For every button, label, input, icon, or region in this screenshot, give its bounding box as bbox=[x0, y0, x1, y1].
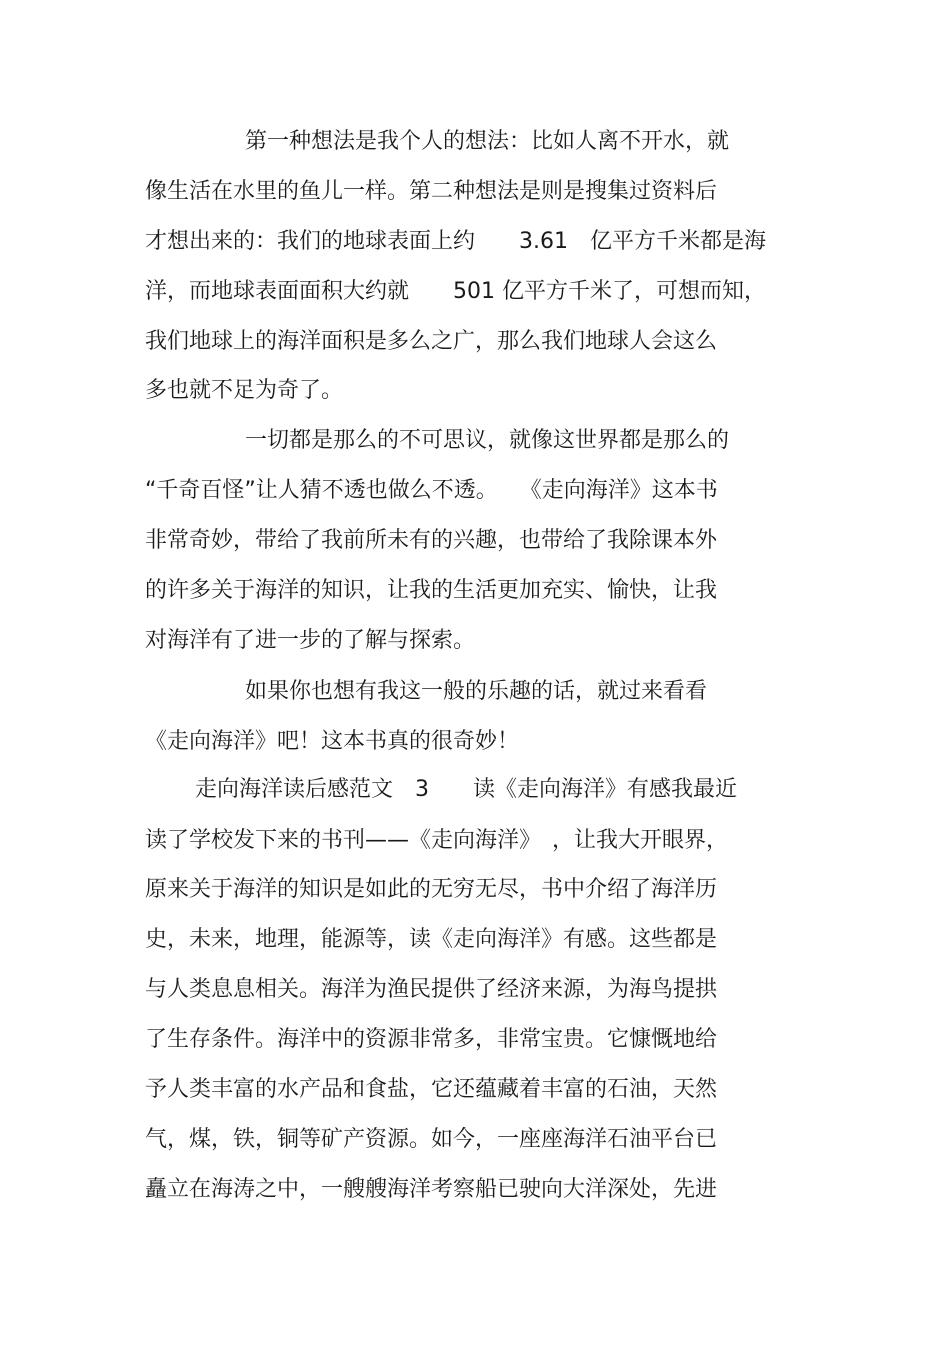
text-line: 史，未来，地理，能源等，读《走向海洋》有感。这些都是 bbox=[145, 927, 718, 952]
text-line: 《走向海洋》吧！这本书真的很奇妙！ bbox=[145, 729, 520, 754]
text-line: 气，煤，铁，铜等矿产资源。如今，一座座海洋石油平台已 bbox=[145, 1127, 718, 1152]
text-line: 的许多关于海洋的知识，让我的生活更加充实、愉快，让我 bbox=[145, 578, 718, 603]
text-line: 了生存条件。海洋中的资源非常多，非常宝贵。它慷慨地给 bbox=[145, 1027, 718, 1052]
text-line: 第一种想法是我个人的想法：比如人离不开水，就 bbox=[245, 129, 730, 154]
text-line: 如果你也想有我这一般的乐趣的话，就过来看看 bbox=[245, 679, 708, 704]
text-line: 原来关于海洋的知识是如此的无穷无尽，书中介绍了海洋历 bbox=[145, 877, 718, 902]
text-line: 与人类息息相关。海洋为渔民提供了经济来源，为海鸟提拱 bbox=[145, 977, 718, 1002]
text-line: 多也就不足为奇了。 bbox=[145, 378, 344, 403]
text-line: 予人类丰富的水产品和食盐，它还蕴藏着丰富的石油，天然 bbox=[145, 1077, 718, 1102]
text-line: 像生活在水里的鱼儿一样。第二种想法是则是搜集过资料后 bbox=[145, 179, 718, 204]
text-line: 矗立在海涛之中，一艘艘海洋考察船已驶向大洋深处，先进 bbox=[145, 1177, 718, 1202]
text-line: 读了学校发下来的书刊——《走向海洋》 ，让我大开眼界， bbox=[145, 828, 729, 853]
section-heading-line: 走向海洋读后感范文 3 读《走向海洋》有感我最近 bbox=[195, 777, 737, 802]
text-line: “千奇百怪”让人猜不透也做么不透。 《走向海洋》这本书 bbox=[145, 478, 718, 503]
text-line: 我们地球上的海洋面积是多么之广，那么我们地球人会这么 bbox=[145, 329, 718, 354]
text-line: 一切都是那么的不可思议，就像这世界都是那么的 bbox=[245, 428, 730, 453]
text-line: 才想出来的：我们的地球表面上约 3.61 亿平方千米都是海 bbox=[145, 229, 766, 254]
text-line: 非常奇妙，带给了我前所未有的兴趣，也带给了我除课本外 bbox=[145, 528, 718, 553]
text-line: 对海洋有了进一步的了解与探索。 bbox=[145, 628, 476, 653]
text-line: 洋，而地球表面面积大约就 501 亿平方千米了，可想而知， bbox=[145, 279, 766, 304]
